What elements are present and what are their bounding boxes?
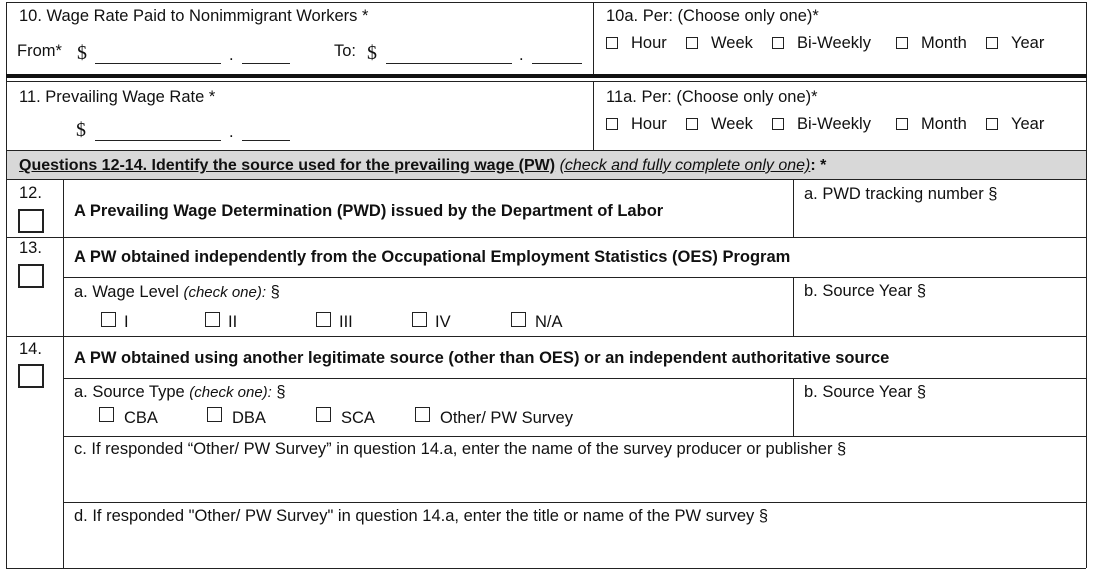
q13a-level-na-label: N/A <box>535 313 563 331</box>
q12-divider <box>793 179 794 237</box>
frame-bottom <box>6 568 1086 569</box>
q10-from-cents-input[interactable] <box>242 63 290 64</box>
q14c-top <box>63 436 1086 437</box>
q10-to-dollar: $ <box>367 42 377 64</box>
q11-label: 11. Prevailing Wage Rate * <box>19 88 216 106</box>
q11a-biweekly-checkbox[interactable] <box>772 118 784 130</box>
q14-divider <box>793 378 794 436</box>
q14a-dba-checkbox[interactable] <box>207 407 222 422</box>
q11a-month-label: Month <box>921 115 967 133</box>
q11a-hour-label: Hour <box>631 115 667 133</box>
q11a-year-label: Year <box>1011 115 1045 133</box>
q13-bottom <box>6 336 1086 337</box>
frame-right <box>1086 2 1087 568</box>
q10a-hour-checkbox[interactable] <box>606 37 618 49</box>
q10a-week-checkbox[interactable] <box>686 37 698 49</box>
q14a-source-type <box>74 382 286 403</box>
q13a-wage-level <box>74 282 280 303</box>
q11-divider <box>593 81 594 150</box>
q13a-level-iii-checkbox[interactable] <box>316 312 331 327</box>
q14a-label: a. Source Type <box>74 383 185 401</box>
q10-label: 10. Wage Rate Paid to Nonimmigrant Workers * <box>19 7 369 25</box>
q10-from-dollar: $ <box>77 42 87 64</box>
q10a-hour-label: Hour <box>631 34 667 52</box>
q13-subline <box>63 277 1086 278</box>
q12-bottom <box>6 237 1086 238</box>
q14-checkbox[interactable] <box>18 364 44 388</box>
section-header-tail: : * <box>810 157 827 174</box>
q11a-biweekly-label: Bi-Weekly <box>797 115 871 133</box>
header-bottom-line <box>6 179 1086 180</box>
header-top-line <box>6 150 1086 151</box>
q10a-month-checkbox[interactable] <box>896 37 908 49</box>
q14c-input[interactable] <box>64 462 1085 501</box>
q14-subline <box>63 378 1086 379</box>
q10-to-dot: . <box>519 46 524 64</box>
q11a-label: 11a. Per: (Choose only one)* <box>606 88 818 106</box>
q11a-week-label: Week <box>711 115 753 133</box>
section-header-italic: (check and fully complete only one) <box>559 157 811 174</box>
q10a-year-checkbox[interactable] <box>986 37 998 49</box>
q13b-source-year-label: b. Source Year § <box>804 282 927 300</box>
q13a-note: (check one): <box>183 284 267 301</box>
q11-dot: . <box>229 123 234 141</box>
q14a-dba-label: DBA <box>232 409 266 427</box>
q11-cents-input[interactable] <box>242 140 290 141</box>
q11-dollar: $ <box>76 119 86 141</box>
q12-number: 12. <box>19 184 42 202</box>
q14a-other-checkbox[interactable] <box>415 407 430 422</box>
q13-number: 13. <box>19 239 42 257</box>
q14d-input[interactable] <box>64 530 1085 567</box>
q10-divider <box>593 2 594 76</box>
q14d-label: d. If responded "Other/ PW Survey" in question 14.a, enter the title or name of the PW survey § <box>74 507 769 525</box>
q10-to-cents-input[interactable] <box>532 63 582 64</box>
q14-number: 14. <box>19 340 42 358</box>
q10a-label: 10a. Per: (Choose only one)* <box>606 7 819 25</box>
q10a-week-label: Week <box>711 34 753 52</box>
q12a-tracking-label: a. PWD tracking number § <box>804 185 998 203</box>
thick-rule <box>6 74 1087 78</box>
q14a-cba-checkbox[interactable] <box>99 407 114 422</box>
q13a-level-iii-label: III <box>339 313 353 331</box>
q13a-level-i-label: I <box>124 313 129 331</box>
q14a-sca-checkbox[interactable] <box>316 407 331 422</box>
q13-checkbox[interactable] <box>18 264 44 288</box>
q10-from-label: From* <box>17 42 62 60</box>
q10a-biweekly-checkbox[interactable] <box>772 37 784 49</box>
q10-from-dollars-input[interactable] <box>95 63 221 64</box>
q14b-source-year-label: b. Source Year § <box>804 383 927 401</box>
q10-to-label: To: <box>334 42 357 60</box>
q10a-month-label: Month <box>921 34 967 52</box>
q11-dollars-input[interactable] <box>95 140 221 141</box>
q14d-top <box>63 502 1086 503</box>
q11a-year-checkbox[interactable] <box>986 118 998 130</box>
q13a-level-ii-checkbox[interactable] <box>205 312 220 327</box>
q13a-section-mark: § <box>270 283 280 301</box>
q14a-sca-label: SCA <box>341 409 375 427</box>
q14c-label: c. If responded “Other/ PW Survey” in question 14.a, enter the name of the survey producer or publisher § <box>74 440 847 458</box>
q13a-label: a. Wage Level <box>74 283 179 301</box>
q11a-month-checkbox[interactable] <box>896 118 908 130</box>
q13a-level-iv-label: IV <box>435 313 451 331</box>
q13a-level-ii-label: II <box>228 313 238 331</box>
section-header <box>19 156 826 176</box>
q11a-week-checkbox[interactable] <box>686 118 698 130</box>
q10a-year-label: Year <box>1011 34 1045 52</box>
frame-top <box>6 2 1086 3</box>
q14a-note: (check one): <box>189 384 272 401</box>
q14a-cba-label: CBA <box>124 409 158 427</box>
q13a-level-i-checkbox[interactable] <box>101 312 116 327</box>
q10a-biweekly-label: Bi-Weekly <box>797 34 871 52</box>
q11a-hour-checkbox[interactable] <box>606 118 618 130</box>
thin-rule <box>6 81 1086 82</box>
q14a-other-label: Other/ PW Survey <box>440 409 573 427</box>
section-header-main: Questions 12-14. Identify the source used for the prevailing wage (PW) <box>19 157 556 174</box>
q12-text: A Prevailing Wage Determination (PWD) issued by the Department of Labor <box>74 202 664 220</box>
q13-divider <box>793 277 794 336</box>
q13-text: A PW obtained independently from the Occupational Employment Statistics (OES) Program <box>74 248 791 266</box>
q12-checkbox[interactable] <box>18 209 44 233</box>
q10-to-dollars-input[interactable] <box>386 63 512 64</box>
frame-left <box>6 2 7 568</box>
q14a-section-mark: § <box>276 383 286 401</box>
q13a-level-iv-checkbox[interactable] <box>412 312 427 327</box>
q13a-level-na-checkbox[interactable] <box>511 312 526 327</box>
q14-text: A PW obtained using another legitimate source (other than OES) or an independent authoritative source <box>74 349 890 367</box>
q10-from-dot: . <box>229 46 234 64</box>
